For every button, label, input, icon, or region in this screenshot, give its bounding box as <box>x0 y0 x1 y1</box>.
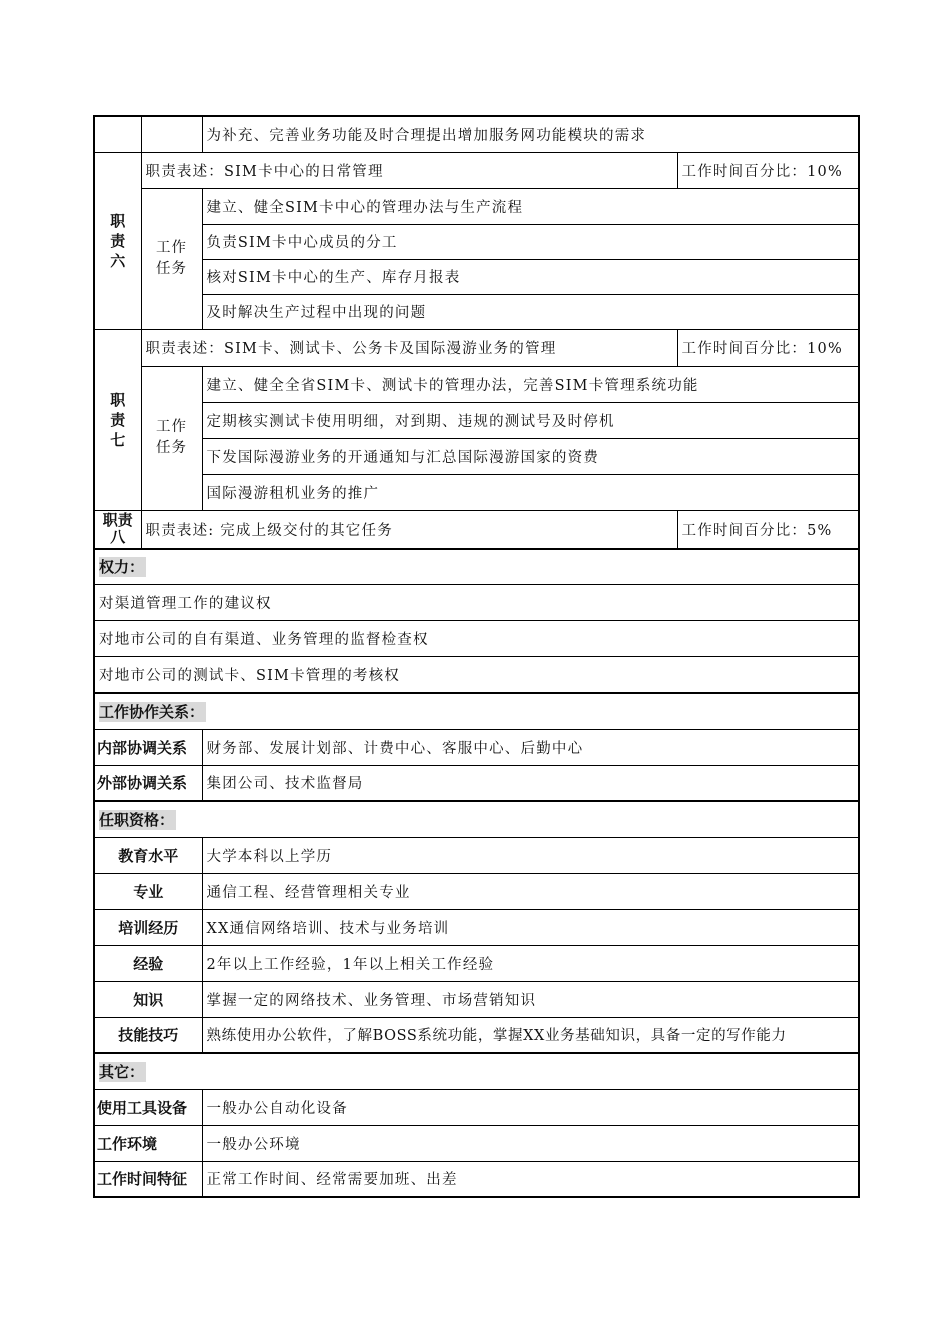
duty6-task: 负责SIM卡中心成员的分工 <box>202 224 859 259</box>
task-text: 为补充、完善业务功能及时合理提出增加服务网功能模块的需求 <box>202 116 859 152</box>
duty7-desc-row <box>94 329 859 366</box>
relations-header-row <box>94 693 859 729</box>
relations-title: 工作协作关系： <box>94 693 859 729</box>
qualification-value: 熟练使用办公软件，了解BOSS系统功能，掌握XX业务基础知识，具备一定的写作能力 <box>202 1017 859 1053</box>
duty6-task: 及时解决生产过程中出现的问题 <box>202 294 859 329</box>
others-row <box>94 1089 859 1125</box>
authority-item: 对地市公司的测试卡、SIM卡管理的考核权 <box>94 656 859 693</box>
qualifications-title: 任职资格： <box>94 801 859 837</box>
qualification-value: 掌握一定的网络技术、业务管理、市场营销知识 <box>202 981 859 1017</box>
duty7-label: 职 责 七 <box>94 329 141 510</box>
others-label: 工作时间特征 <box>94 1161 202 1197</box>
duty7-task-row <box>94 474 859 510</box>
duty7-desc: 职责表述：SIM卡、测试卡、公务卡及国际漫游业务的管理 <box>141 329 677 366</box>
duty6-task-row <box>94 224 859 259</box>
qualification-row <box>94 873 859 909</box>
duty7-time: 工作时间百分比：10% <box>677 329 859 366</box>
duty8-row <box>94 510 859 549</box>
others-title: 其它： <box>94 1053 859 1089</box>
duty8-time: 工作时间百分比：5% <box>677 510 859 549</box>
others-row <box>94 1125 859 1161</box>
others-value: 正常工作时间、经常需要加班、出差 <box>202 1161 859 1197</box>
external-relations-row <box>94 765 859 801</box>
duty7-task: 定期核实测试卡使用明细，对到期、违规的测试号及时停机 <box>202 402 859 438</box>
duty6-task-row <box>94 294 859 329</box>
blank-cell <box>141 116 202 152</box>
duty6-task-row <box>94 259 859 294</box>
qualification-label: 知识 <box>94 981 202 1017</box>
qualification-value: 大学本科以上学历 <box>202 837 859 873</box>
qualification-label: 经验 <box>94 945 202 981</box>
duty7-task-row <box>94 402 859 438</box>
others-label: 使用工具设备 <box>94 1089 202 1125</box>
authority-item: 对渠道管理工作的建议权 <box>94 584 859 620</box>
authority-item: 对地市公司的自有渠道、业务管理的监督检查权 <box>94 620 859 656</box>
qualification-label: 技能技巧 <box>94 1017 202 1053</box>
internal-relations-row <box>94 729 859 765</box>
external-relations-value: 集团公司、技术监督局 <box>202 765 859 801</box>
internal-relations-value: 财务部、发展计划部、计费中心、客服中心、后勤中心 <box>202 729 859 765</box>
duty7-task-row <box>94 366 859 402</box>
qualification-row <box>94 1017 859 1053</box>
duty7-task: 下发国际漫游业务的开通通知与汇总国际漫游国家的资费 <box>202 438 859 474</box>
authority-row <box>94 584 859 620</box>
qualification-label: 培训经历 <box>94 909 202 945</box>
external-relations-label: 外部协调关系 <box>94 765 202 801</box>
qualification-row <box>94 981 859 1017</box>
authority-row <box>94 656 859 693</box>
qualification-value: 2年以上工作经验，1年以上相关工作经验 <box>202 945 859 981</box>
duty7-task: 建立、健全全省SIM卡、测试卡的管理办法，完善SIM卡管理系统功能 <box>202 366 859 402</box>
duty6-task-label: 工作 任务 <box>141 188 202 329</box>
duty7-task: 国际漫游租机业务的推广 <box>202 474 859 510</box>
duty8-desc: 职责表述: 完成上级交付的其它任务 <box>141 510 677 549</box>
qualification-row <box>94 837 859 873</box>
job-description-table <box>93 115 860 1198</box>
qualification-row <box>94 909 859 945</box>
duty7-task-label: 工作 任务 <box>141 366 202 510</box>
duty6-time: 工作时间百分比：10% <box>677 152 859 188</box>
authority-row <box>94 620 859 656</box>
duty6-desc-row <box>94 152 859 188</box>
blank-cell <box>94 116 141 152</box>
internal-relations-label: 内部协调关系 <box>94 729 202 765</box>
duty6-task-row <box>94 188 859 224</box>
qualification-value: XX通信网络培训、技术与业务培训 <box>202 909 859 945</box>
others-row <box>94 1161 859 1197</box>
others-value: 一般办公环境 <box>202 1125 859 1161</box>
qualification-label: 专业 <box>94 873 202 909</box>
duty6-task: 建立、健全SIM卡中心的管理办法与生产流程 <box>202 188 859 224</box>
qualification-label: 教育水平 <box>94 837 202 873</box>
job-description-table-container <box>93 115 858 1198</box>
qualifications-header-row <box>94 801 859 837</box>
continuation-row <box>94 116 859 152</box>
duty6-task: 核对SIM卡中心的生产、库存月报表 <box>202 259 859 294</box>
duty8-label: 职责 八 <box>94 510 141 549</box>
others-header-row <box>94 1053 859 1089</box>
qualification-value: 通信工程、经营管理相关专业 <box>202 873 859 909</box>
authority-header-row <box>94 549 859 584</box>
authority-title: 权力： <box>94 549 859 584</box>
duty7-task-row <box>94 438 859 474</box>
duty6-desc: 职责表述：SIM卡中心的日常管理 <box>141 152 677 188</box>
qualification-row <box>94 945 859 981</box>
others-label: 工作环境 <box>94 1125 202 1161</box>
others-value: 一般办公自动化设备 <box>202 1089 859 1125</box>
duty6-label: 职 责 六 <box>94 152 141 329</box>
